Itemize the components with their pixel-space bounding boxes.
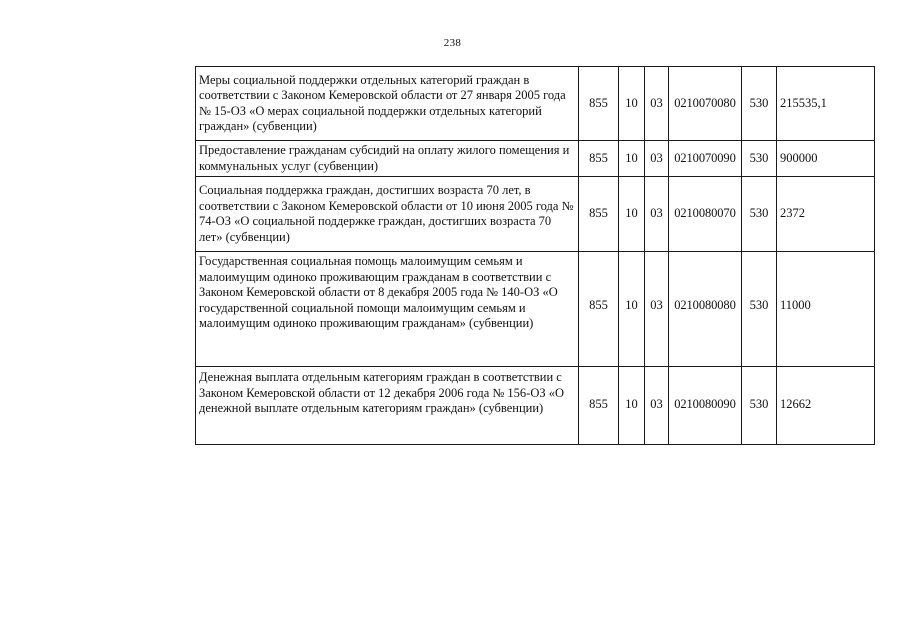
grbs-code: 855: [579, 141, 619, 177]
expense-type-code: 530: [742, 252, 777, 367]
amount: 11000: [777, 252, 875, 367]
table-row: [196, 177, 875, 252]
amount: 215535,1: [777, 67, 875, 141]
table-row: [196, 141, 875, 177]
row-description: Денежная выплата отдельным категориям граждан в соответствии с Законом Кемеровской области от 12 декабря 2006 года № 156-ОЗ «О денежной выплате отдельным категориям граждан» (субвенции): [196, 367, 579, 445]
row-description: Предоставление гражданам субсидий на оплату жилого помещения и коммунальных услуг (субвенции): [196, 141, 579, 177]
subsection-code: 03: [645, 177, 669, 252]
target-article-code: 0210070080: [669, 67, 742, 141]
subsection-code: 03: [645, 367, 669, 445]
section-code: 10: [619, 141, 645, 177]
section-code: 10: [619, 367, 645, 445]
row-description: Социальная поддержка граждан, достигших возраста 70 лет, в соответствии с Законом Кемеровской области от 10 июня 2005 года № 74-ОЗ «О социальной поддержке граждан, достигших возраста 70 лет» (субвенции): [196, 177, 579, 252]
table-row: [196, 367, 875, 445]
subsection-code: 03: [645, 252, 669, 367]
expense-type-code: 530: [742, 177, 777, 252]
row-description: Меры социальной поддержки отдельных категорий граждан в соответствии с Законом Кемеровской области от 27 января 2005 года № 15-ОЗ «О мерах социальной поддержки отдельных категорий граждан» (субвенции): [196, 67, 579, 141]
budget-table: [195, 66, 875, 445]
page-number: 238: [443, 37, 462, 49]
target-article-code: 0210080090: [669, 367, 742, 445]
expense-type-code: 530: [742, 67, 777, 141]
target-article-code: 0210070090: [669, 141, 742, 177]
grbs-code: 855: [579, 367, 619, 445]
amount: 900000: [777, 141, 875, 177]
grbs-code: 855: [579, 67, 619, 141]
section-code: 10: [619, 177, 645, 252]
table-row: [196, 252, 875, 367]
amount: 2372: [777, 177, 875, 252]
grbs-code: 855: [579, 177, 619, 252]
amount: 12662: [777, 367, 875, 445]
subsection-code: 03: [645, 141, 669, 177]
target-article-code: 0210080080: [669, 252, 742, 367]
expense-type-code: 530: [742, 367, 777, 445]
section-code: 10: [619, 252, 645, 367]
target-article-code: 0210080070: [669, 177, 742, 252]
table-row: [196, 67, 875, 141]
section-code: 10: [619, 67, 645, 141]
grbs-code: 855: [579, 252, 619, 367]
subsection-code: 03: [645, 67, 669, 141]
expense-type-code: 530: [742, 141, 777, 177]
row-description: Государственная социальная помощь малоимущим семьям и малоимущим одиноко проживающим гражданам в соответствии с Законом Кемеровской области от 8 декабря 2005 года № 140-ОЗ «О государственной социальной помощи малоимущим семьям и малоимущим одиноко проживающим гражданам» (субвенции): [196, 252, 579, 367]
